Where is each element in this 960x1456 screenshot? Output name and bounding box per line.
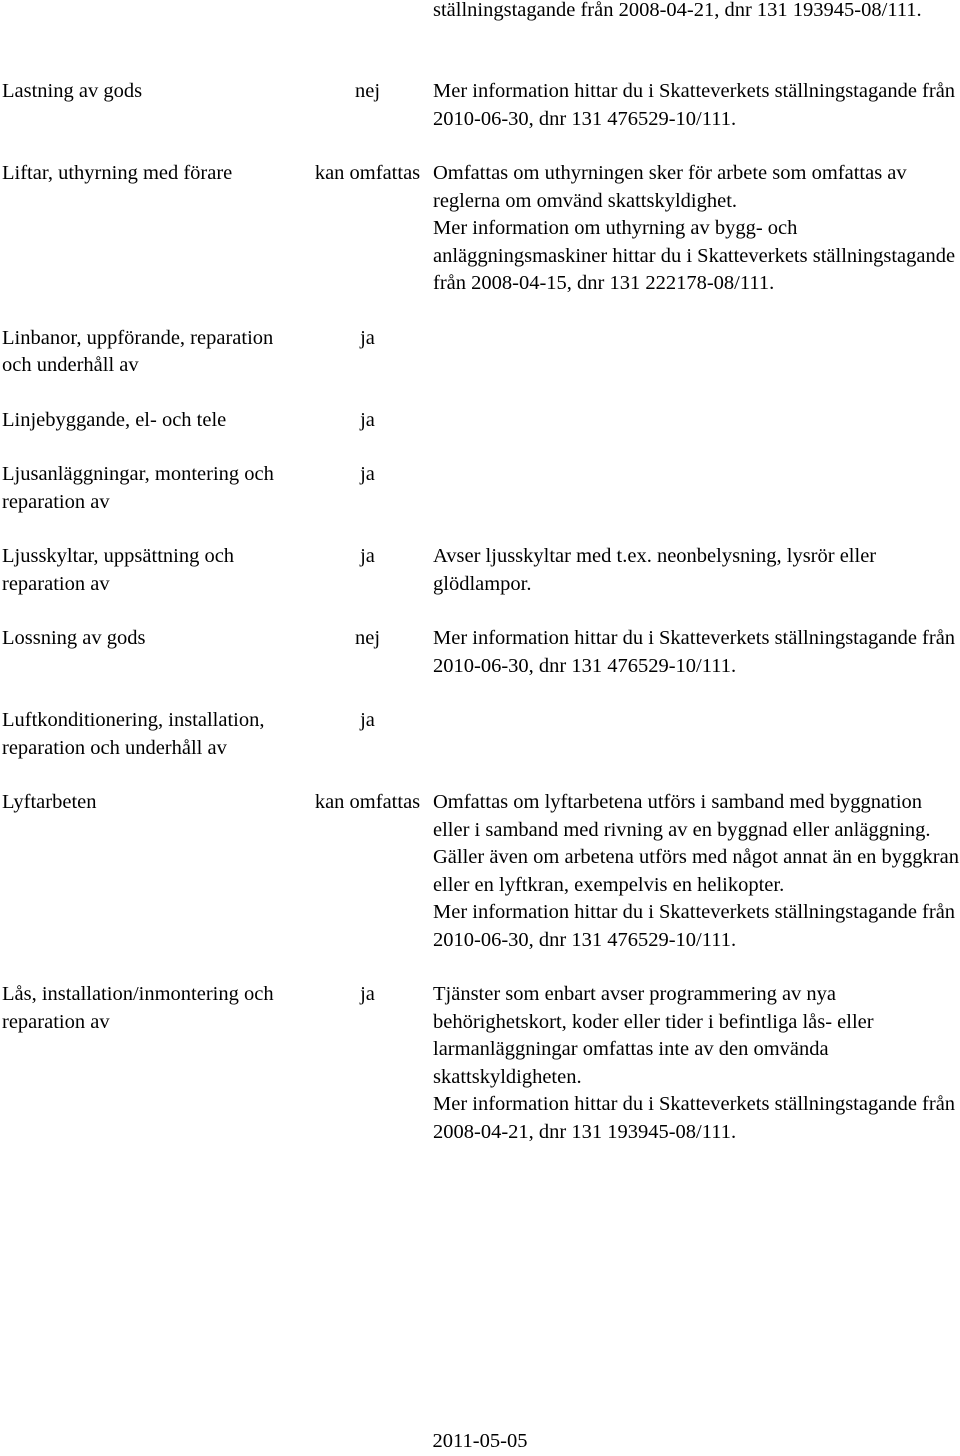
footer-date: 2011-05-05 — [432, 1430, 528, 1452]
comment-paragraph: Mer information hittar du i Skatteverkets ställningstagande från 2008-04-21, dnr 131 193945-08/111. — [433, 1093, 956, 1143]
activity-cell: Ljusskyltar, uppsättning och reparation av — [2, 545, 235, 595]
comment-paragraph: Mer information hittar du i Skatteverkets ställningstagande från 2010-06-30, dnr 131 476529-10/111. — [433, 901, 956, 951]
activity-cell: Linjebyggande, el- och tele — [2, 408, 227, 431]
comment-cell — [433, 981, 960, 1146]
comment-paragraph: Mer information hittar du i Skatteverkets ställningstagande från 2010-06-30, dnr 131 476529-10/111. — [433, 627, 956, 677]
comment-paragraph: Mer information om uthyrning av bygg- och anläggningsmaskiner hittar du i Skatteverkets ställningstagande från 2008-04-15, dnr 131 222178-08/111. — [433, 217, 956, 294]
comment-cell — [433, 789, 960, 954]
comment-paragraph: Omfattas om lyftarbetena utförs i samband med byggnation eller i samband med rivning av en byggnad eller anläggning. Gäller även om arbetena utförs med något annat än en byggkran eller en lyftkran, exempelvis en helikopter. — [433, 791, 959, 896]
activity-cell: Liftar, uthyrning med förare — [2, 162, 233, 184]
comment-paragraph: Mer information hittar du i Skatteverkets ställningstagande från 2010-06-30, dnr 131 476529-10/111. — [433, 80, 956, 130]
activity-cell: Lastning av gods — [2, 80, 143, 102]
activity-cell: Luftkonditionering, installation, reparation och underhåll av — [2, 709, 265, 759]
comment-cell — [433, 78, 960, 133]
activity-table — [2, 78, 960, 1146]
activity-cell: Lyftarbeten — [2, 791, 97, 813]
status-cell: nej — [354, 80, 381, 102]
table-row — [2, 325, 960, 380]
previous-row-comment-continuation: ställningstagande från 2008-04-21, dnr 131 193945-08/111. — [433, 0, 922, 21]
table-row — [2, 461, 960, 516]
table-row — [2, 78, 960, 133]
status-cell: ja — [360, 326, 375, 349]
activity-cell: Lås, installation/inmontering och reparation av — [2, 983, 274, 1033]
status-cell: kan omfattas — [314, 162, 421, 184]
activity-cell: Ljusanläggningar, montering och reparation av — [2, 463, 274, 513]
table-row — [2, 543, 960, 598]
comment-paragraph: Omfattas om uthyrningen sker för arbete som omfattas av reglerna om omvänd skattskyldighet. — [433, 162, 907, 212]
activity-cell: Linbanor, uppförande, reparation och underhåll av — [2, 326, 274, 376]
status-cell: ja — [360, 545, 375, 567]
activity-cell: Lossning av gods — [2, 627, 146, 649]
status-cell: ja — [360, 463, 375, 485]
comment-paragraph: Avser ljusskyltar med t.ex. neonbelysning, lysrör eller glödlampor. — [433, 545, 877, 595]
table-row — [2, 625, 960, 680]
comment-paragraph: Tjänster som enbart avser programmering av nya behörighetskort, koder eller tider i befintliga lås- eller larmanläggningar omfattas inte av den omvända skattskyldigheten. — [433, 983, 874, 1088]
table-row — [2, 981, 960, 1146]
status-cell: nej — [354, 627, 381, 649]
status-cell: ja — [360, 408, 375, 431]
comment-cell — [433, 543, 960, 598]
status-cell: ja — [360, 983, 375, 1005]
table-row — [2, 789, 960, 954]
comment-cell — [433, 160, 960, 298]
comment-cell — [433, 625, 960, 680]
table-row — [2, 160, 960, 298]
table-row — [2, 407, 960, 435]
status-cell: kan omfattas — [314, 791, 421, 813]
status-cell: ja — [360, 709, 375, 731]
table-row — [2, 707, 960, 762]
